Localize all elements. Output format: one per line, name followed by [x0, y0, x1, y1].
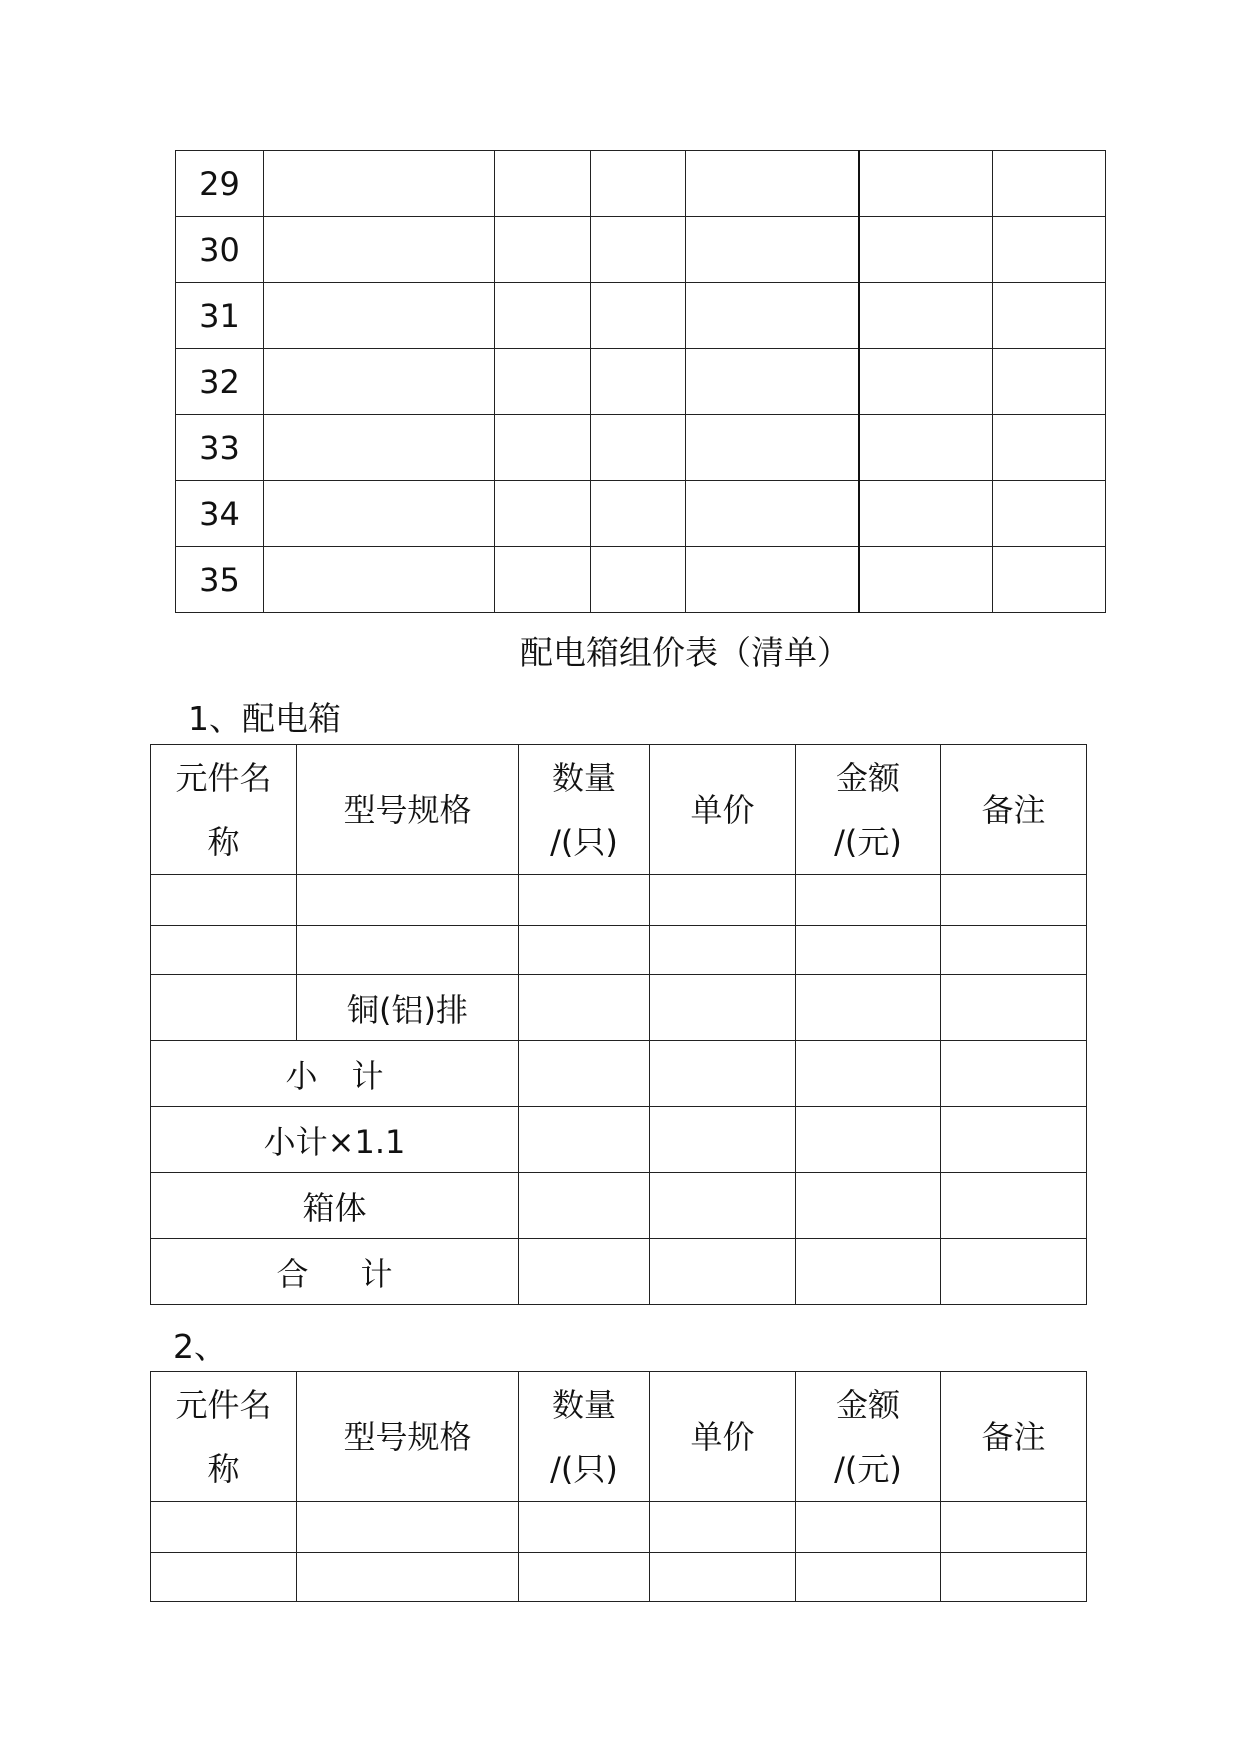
col-header-remark: 备注 [941, 745, 1087, 875]
table-header-row [151, 745, 1087, 875]
price-table-2 [150, 1371, 1087, 1602]
total-label: 合 计 [151, 1239, 519, 1305]
col-header-name: 元件名 称 [151, 745, 297, 875]
section-2-label: 2、 [173, 1327, 227, 1366]
col-header-qty: 数量 /(只) [519, 1372, 650, 1502]
table-row [176, 415, 1106, 481]
table-row [176, 547, 1106, 613]
col-header-unit-price: 单价 [650, 745, 796, 875]
table-header-row [151, 1372, 1087, 1502]
table-row [176, 283, 1106, 349]
table-row-busbar [151, 975, 1087, 1041]
subtotal-x-label: 小计×1.1 [151, 1107, 519, 1173]
col-header-amount: 金额 /(元) [796, 745, 941, 875]
table-row [151, 875, 1087, 926]
cabinet-label: 箱体 [151, 1173, 519, 1239]
table-row [176, 349, 1106, 415]
col-header-amount: 金额 /(元) [796, 1372, 941, 1502]
table-row [151, 926, 1087, 975]
price-table-1 [150, 744, 1087, 1305]
busbar-label: 铜(铝)排 [297, 975, 519, 1041]
col-header-qty: 数量 /(只) [519, 745, 650, 875]
row-number: 34 [176, 481, 264, 547]
row-number: 33 [176, 415, 264, 481]
section-1-label: 1、配电箱 [188, 699, 341, 738]
table-row [151, 1553, 1087, 1602]
row-number: 29 [176, 151, 264, 217]
continuation-table [175, 150, 1106, 613]
col-header-remark: 备注 [941, 1372, 1087, 1502]
col-header-model: 型号规格 [297, 745, 519, 875]
page-title: 配电箱组价表（清单） [520, 633, 850, 672]
row-number: 31 [176, 283, 264, 349]
table-row-cabinet [151, 1173, 1087, 1239]
table-row-subtotal [151, 1041, 1087, 1107]
table-row [176, 151, 1106, 217]
col-header-model: 型号规格 [297, 1372, 519, 1502]
subtotal-label: 小 计 [151, 1041, 519, 1107]
col-header-name: 元件名 称 [151, 1372, 297, 1502]
table-row [176, 217, 1106, 283]
table-row-subtotal-x1-1 [151, 1107, 1087, 1173]
row-number: 32 [176, 349, 264, 415]
table-row [176, 481, 1106, 547]
col-header-unit-price: 单价 [650, 1372, 796, 1502]
row-number: 30 [176, 217, 264, 283]
table-row-total [151, 1239, 1087, 1305]
row-number: 35 [176, 547, 264, 613]
table-row [151, 1502, 1087, 1553]
